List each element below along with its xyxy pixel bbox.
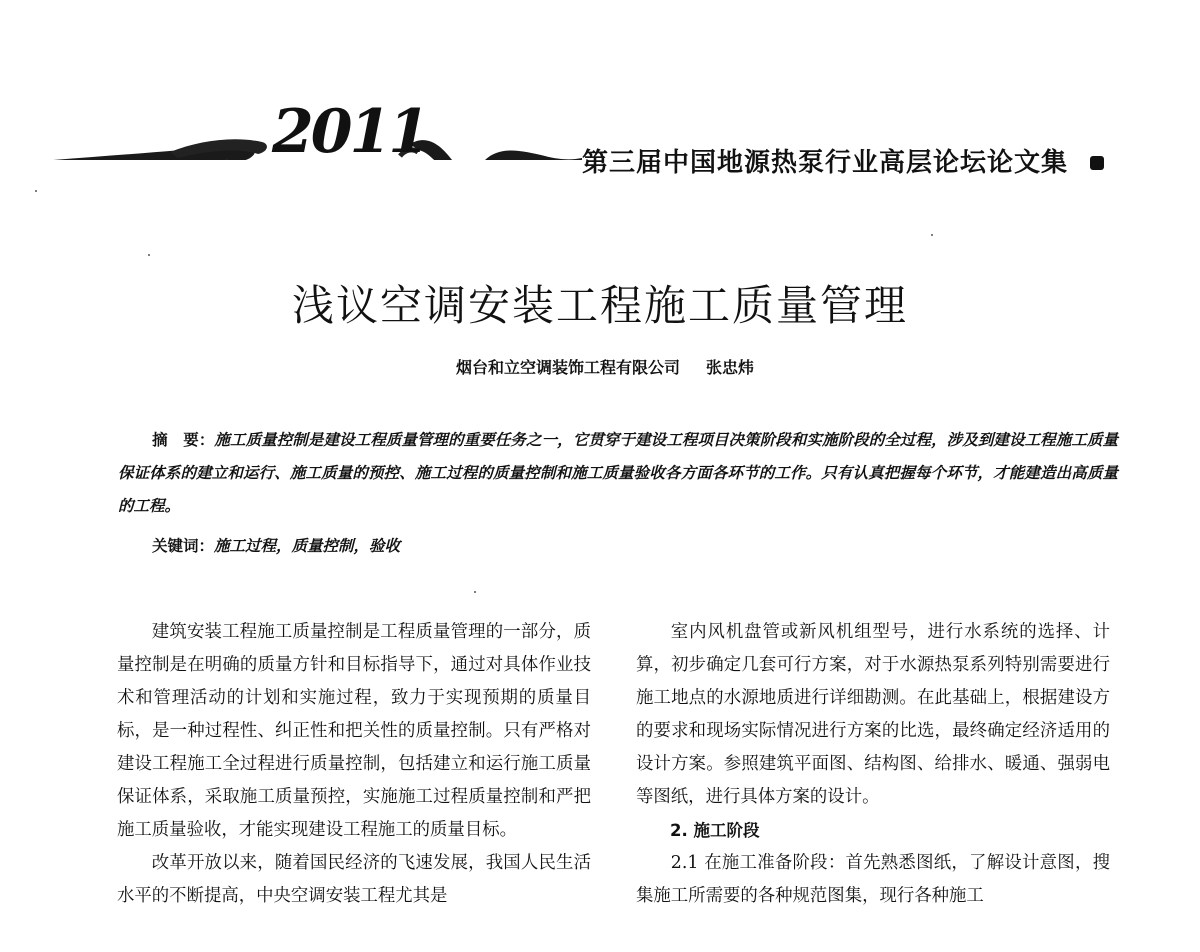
proceedings-title: 第三届中国地源热泵行业高层论坛论文集 [582, 148, 1069, 178]
abstract [118, 424, 1118, 523]
scan-speck [35, 190, 37, 192]
abstract-text: 施工质量控制是建设工程质量管理的重要任务之一，它贯穿于建设工程项目决策阶段和实施阶段的全过程，涉及到建设工程施工质量保证体系的建立和运行、施工质量的预控、施工过程的质量控制和施工质量验收各方面各环节的工作。只有认真把握每个环节，才能建造出高质量的工程。 [118, 431, 1118, 515]
author-line [0, 357, 1200, 379]
body-column-left [117, 616, 591, 913]
affiliation: 烟台和立空调装饰工程有限公司 [455, 358, 680, 377]
header-year: 2011 [272, 97, 427, 167]
keywords [152, 532, 400, 560]
running-header [0, 60, 1200, 178]
author-name: 张忠炜 [706, 358, 755, 377]
scan-speck [148, 254, 150, 256]
body-paragraph: 2.1 在施工准备阶段：首先熟悉图纸，了解设计意图，搜集施工所需要的各种规范图集，现行各种施工 [636, 853, 1110, 906]
body-paragraph: 建筑安装工程施工质量控制是工程质量管理的一部分，质量控制是在明确的质量方针和目标指导下，通过对具体作业技术和管理活动的计划和实施过程，致力于实现预期的质量目标，是一种过程性、纠正性和把关性的质量控制。只有严格对建设工程施工全过程进行质量控制，包括建立和运行施工质量保证体系，采取施工质量预控，实施施工过程质量控制和严把施工质量验收，才能实现建设工程施工的质量目标。 [117, 622, 591, 840]
header-end-mark [1090, 156, 1104, 170]
scan-speck [474, 591, 476, 593]
abstract-label: 摘 要： [152, 431, 215, 449]
scan-speck [931, 234, 933, 236]
keywords-text: 施工过程，质量控制，验收 [214, 537, 401, 555]
body-paragraph: 改革开放以来，随着国民经济的飞速发展，我国人民生活水平的不断提高，中央空调安装工程尤其是 [117, 853, 591, 906]
section-heading: 2. 施工阶段 [670, 821, 760, 840]
paper-title: 浅议空调安装工程施工质量管理 [291, 281, 908, 330]
body-column-right [636, 616, 1110, 913]
body-paragraph: 室内风机盘管或新风机组型号，进行水系统的选择、计算，初步确定几套可行方案，对于水源热泵系列特别需要进行施工地点的水源地质进行详细勘测。在此基础上，根据建设方的要求和现场实际情况进行方案的比选，最终确定经济适用的设计方案。参照建筑平面图、结构图、给排水、暖通、强弱电等图纸，进行具体方案的设计。 [636, 622, 1110, 807]
keywords-label: 关键词： [152, 537, 215, 555]
